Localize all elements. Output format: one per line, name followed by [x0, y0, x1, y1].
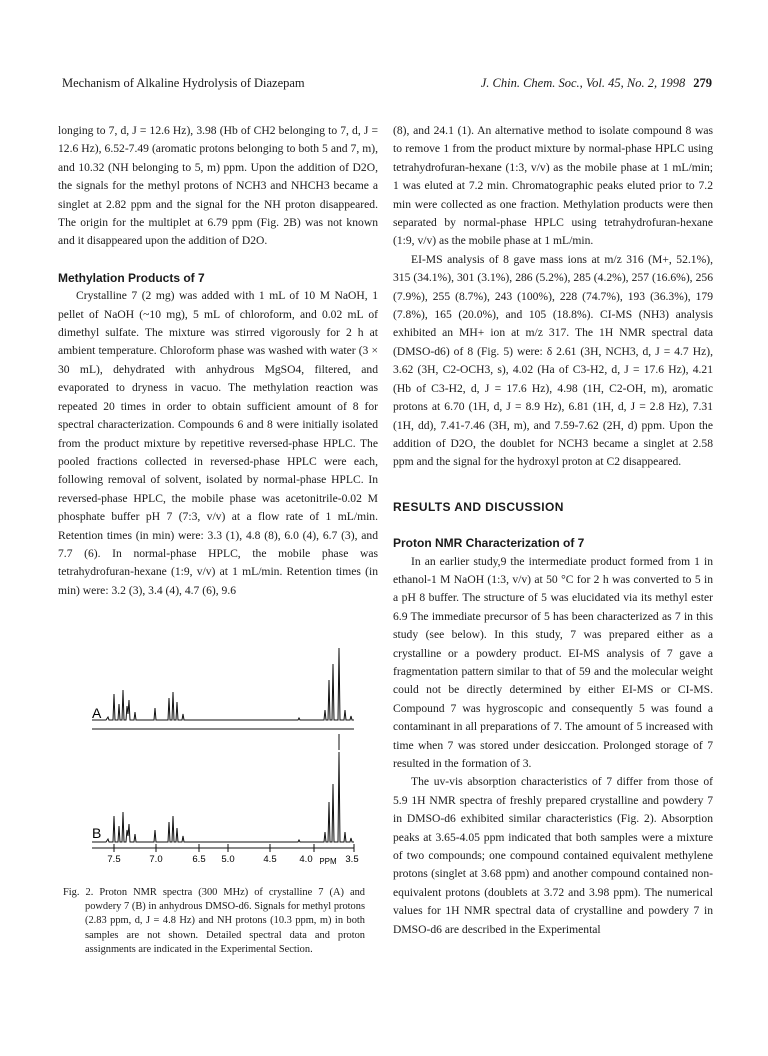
methylation-paragraph: Crystalline 7 (2 mg) was added with 1 mL of 10 M NaOH, 1 pellet of NaOH (~10 mg), 5 mL of chloroform, and 0.02 mL of dimethyl sulfate. The mixture was stirred vigorously for 2 h at ambient temperature. Chloroform phase was washed with water (3 × 30 mL), dehydrated with anhydrous MgSO4, filtered, and evaporated to dryness in vacuo. The methylation reaction was repeated 20 times in order to obtain sufficient amount of 8 for spectral characterization. Compounds 6 and 8 were initially isolated from the product mixture by repetitive reversed-phase HPLC. The pooled fractions collected in reversed-phase HPLC were each, following removal of solvent, isolated by normal-phase HPLC. In reversed-phase HPLC, the mobile phase was acetonitrile-0.02 M phosphate buffer pH 7 (7:3, v/v) at a flow rate of 1 mL/min. Retention times (in min) were: 3.3 (1), 4.8 (8), 6.0 (4), 6.7 (3), and 7.7 (6). In normal-phase HPLC, the mobile phase was tetrahydrofuran-hexane (1:9, v/v) at 1 mL/min. Retention times (in min) were: 3.2 (3), 3.4 (4), 4.7 (6), 9.6 [58, 289, 378, 597]
caption-text: Proton NMR spectra (300 MHz) of crystalline 7 (A) and powdery 7 (B) in anhydrous DMSO-d6. Signals for methyl protons (2.83 ppm, d, J = 4.8 Hz) and NH protons (10.3 ppm, m) in both samples are not shown. Detailed spectral data and proton assignments are indicated in the Experimental Section. [85, 887, 365, 955]
caption-label: Fig. 2. [63, 887, 94, 898]
spectrum-a-trace [92, 648, 354, 720]
x-tick-label: 7.5 [107, 854, 121, 865]
journal-reference [481, 76, 712, 91]
x-tick-label: 6.5 [192, 854, 206, 865]
spectrum-b-label: B [92, 825, 102, 841]
ei-ms-paragraph: EI-MS analysis of 8 gave mass ions at m/z 316 (M+, 52.1%), 315 (34.1%), 301 (3.1%), 286 (5.2%), 285 (4.2%), 257 (16.6%), 256 (7.9%), 255 (8.7%), 243 (100%), 228 (74.7%), 193 (36.3%), 179 (7.8%), 165 (20.0%), and 105 (18.8%). CI-MS (NH3) analysis exhibited an MH+ ion at m/z 317. The 1H NMR spectral data (DMSO-d6) of 8 (Fig. 5) were: δ 2.61 (3H, NCH3, d, J = 4.7 Hz), 3.62 (3H, C2-OCH3, s), 4.02 (Ha of C3-H2, d, J = 17.6 Hz), 4.21 (Hb of C3-H2, d, J = 17.6 Hz), 4.98 (1H, C2-OH, m), aromatic protons at 6.70 (1H, d, J = 8.9 Hz), 6.81 (1H, d, J = 2.8 Hz), 7.31 (1H, dd), 7.41-7.46 (3H, m), and 7.59-7.62 (2H, d) ppm. Upon the addition of D2O, the doublet for NCH3 became a singlet at 2.58 ppm and the signal for the hydroxyl proton at C2 disappeared. [393, 252, 713, 469]
x-tick-label: 4.0 [299, 854, 313, 865]
nmr-spectra-svg [58, 634, 378, 874]
page-number: 279 [693, 76, 712, 90]
x-tick-label: 5.0 [221, 854, 235, 865]
nmr-figure [58, 634, 378, 874]
subsection-heading: Methylation Products of 7 [58, 270, 205, 285]
spectrum-a-label: A [92, 705, 102, 721]
subsection-heading: Proton NMR Characterization of 7 [393, 536, 585, 551]
running-title: Mechanism of Alkaline Hydrolysis of Diazepam [62, 76, 305, 90]
section-heading: RESULTS AND DISCUSSION [393, 499, 564, 514]
spectrum-b-trace [92, 752, 354, 842]
running-header [62, 76, 712, 94]
paragraph-continued-right: (8), and 24.1 (1). An alternative method to isolate compound 8 was to remove 1 from the product mixture by normal-phase HPLC using tetrahydrofuran-hexane (1:3, v/v) as the mobile phase at 1 mL/min; 1 was eluted at 7.2 min. Chromatographic peaks eluted prior to 7.2 min were collected as one fraction. Methylation products were then separated by normal-phase HPLC using tetrahydrofuran-hexane (1:9, v/v) as the mobile phase at 1 mL/min. [393, 124, 713, 248]
paragraph-continued: longing to 7, d, J = 12.6 Hz), 3.98 (Hb of CH2 belonging to 7, d, J = 12.6 Hz), 6.52-7.49 (aromatic protons belonging to both 5 and 7, m), and 10.32 (NH belonging to 5, m) ppm. Upon the addition of D2O, the signals for the methyl protons of NCH3 and NHCH3 became a singlet at 2.82 ppm and the signal for the NH proton disappeared. The origin for the multiplet at 6.79 ppm (Fig. 2B) was not known and it disappeared upon the addition of D2O. [58, 124, 378, 248]
x-unit-label: PPM [319, 857, 337, 866]
figure-caption [63, 886, 365, 957]
nmr-paragraph-2: The uv-vis absorption characteristics of 7 differ from those of 5.9 1H NMR spectra of freshly prepared crystalline and powdery 7 in DMSO-d6 exhibited similar characteristics (Fig. 2). Absorption peaks at 3.65-4.05 ppm indicated that both samples were a mixture of two compounds; one compound contained equivalent methylene protons (singlet at 3.68 ppm) and another compound contained non-equivalent protons (doublets at 3.72 and 3.98 ppm). The numerical values for 1H NMR spectral data of crystalline and powdery 7 in DMSO-d6 are described in the Experimental [393, 775, 713, 936]
x-tick-label: 3.5 [345, 854, 359, 865]
x-tick-label: 4.5 [263, 854, 277, 865]
left-column [58, 122, 378, 600]
right-column [393, 122, 713, 939]
journal-citation: J. Chin. Chem. Soc., Vol. 45, No. 2, 1998 [480, 76, 686, 90]
x-tick-label: 7.0 [149, 854, 163, 865]
nmr-paragraph-1: In an earlier study,9 the intermediate product formed from 1 in ethanol-1 M NaOH (1:3, v/v) at 50 °C for 2 h was converted to 5 in a pH 8 buffer. The structure of 5 was elucidated via its methyl ester 6.9 The immediate precursor of 5 has been characterized as 7 in this study (see below). In this study, 7 was prepared either as a crystalline or a powdery product. EI-MS analysis of 7 gave a fragmentation pattern similar to that of 59 and the molecular weight could not be directly determined by either EI-MS or CI-MS. Compound 7 was hygroscopic and consequently 5 was found a contaminant in all preparations of 7. The amount of 5 increased with time when 7 was stored under desiccation. Prolonged storage of 7 resulted in the formation of 3. [393, 554, 713, 770]
